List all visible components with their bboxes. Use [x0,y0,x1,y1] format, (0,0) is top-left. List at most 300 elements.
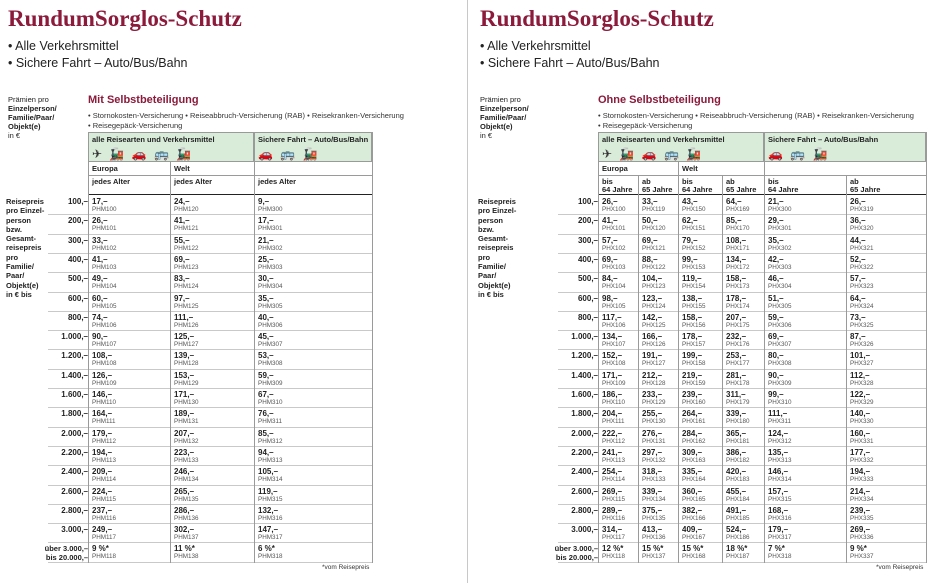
premium-value: 45,– [258,332,274,342]
premium-value: 311,– [726,390,746,399]
premium-value: 309,– [682,447,703,457]
insurance-line: • Reisegepäck-Versicherung [598,120,693,130]
feature-item: • Sichere Fahrt – Auto/Bus/Bahn [480,56,660,70]
tariff-code: PHX161 [682,418,706,426]
row-separator [558,388,926,389]
over-line: über 3.000,– [554,544,598,554]
premium-value: 17,– [92,197,108,206]
tariff-code: PHX337 [850,553,874,561]
tariff-code: PHM121 [174,225,199,233]
row-label-line: Paar/ [6,271,25,281]
premium-value: 134,– [602,332,623,342]
premium-value: 85,– [726,216,742,226]
tariff-code: PHM123 [174,263,199,271]
tariff-code: PHM307 [258,341,283,349]
tariff-code: PHX150 [682,206,706,213]
tariff-code: PHX325 [850,321,874,329]
premium-value: 57,– [850,274,866,284]
row-label-line: pro Einzel- [478,206,517,216]
tariff-code: PHM110 [92,399,117,406]
premium-value: 101,– [850,351,871,361]
row-separator [48,292,372,293]
tariff-code: PHM303 [258,263,283,271]
premium-value: 158,– [682,312,703,322]
premium-value: 339,– [726,409,747,419]
premium-value: 17,– [258,216,274,226]
tariff-code: PHX103 [602,263,626,271]
premium-value: 314,– [602,525,623,535]
premium-value: 281,– [726,370,747,380]
tariff-code: PHX135 [642,514,666,522]
premium-value: 35,– [768,235,784,245]
price-limit: 800,– [577,312,598,322]
group-label: Sichere Fahrt – Auto/Bus/Bahn [768,135,879,144]
premium-value: 375,– [642,505,663,515]
tariff-code: PHM127 [174,341,199,349]
premium-value: 90,– [768,370,784,380]
tariff-code: PHX323 [850,283,874,291]
tariff-code: PHM312 [258,437,283,445]
tariff-code: PHX107 [602,341,626,349]
over-line: über 3.000,– [44,544,88,554]
premium-value: 297,– [642,447,663,457]
row-label [6,197,48,299]
price-limit: 3.000,– [61,525,88,535]
price-limit: 1.800,– [61,409,88,419]
tariff-code: PHX112 [602,437,625,445]
premium-value: 199,– [682,351,703,361]
row-separator [558,369,926,370]
premium-value: 232,– [726,332,747,342]
tariff-code: PHX129 [642,399,666,406]
age-header [598,176,638,195]
premium-value: 111,– [174,312,194,322]
premium-value: 219,– [682,370,703,380]
price-limit: 400,– [67,254,88,264]
age-line: bis [602,177,613,186]
tariff-code: PHX113 [602,456,625,464]
premium-value: 166,– [642,332,663,342]
premium-value: 189,– [174,409,195,419]
row-label-line: in € bis [478,289,504,299]
tariff-code: PHM103 [92,263,117,271]
age-line: bis [682,177,693,186]
tariff-code: PHM133 [174,456,199,464]
tariff-code: PHX331 [850,437,874,445]
price-limit: 1.200,– [571,351,598,361]
tariff-code: PHM115 [92,495,117,503]
group-header-all-transport [598,132,764,162]
premium-value: 53,– [258,351,274,361]
tariff-code: PHX186 [726,534,750,542]
price-limit: 1.200,– [61,351,88,361]
premium-value: 9 %* [850,544,867,554]
tariff-code: PHX109 [602,379,626,387]
tariff-code: PHX329 [850,399,874,406]
tariff-code: PHX335 [850,514,874,522]
premium-value: 52,– [850,254,866,264]
premium-value: 276,– [642,428,663,438]
tariff-code: PHM305 [258,302,283,310]
tariff-code: PHM106 [92,321,117,329]
premium-value: 284,– [682,428,703,438]
premium-value: 11 %* [174,544,195,554]
premium-value: 42,– [768,254,784,264]
tariff-code: PHX311 [768,418,791,426]
premium-value: 26,– [602,197,618,206]
transport-icons: 🚗 🚌 🚂 [258,147,320,161]
tariff-code: PHX120 [642,225,666,233]
premium-value: 455,– [726,486,747,496]
tariff-code: PHX164 [682,476,706,484]
tariff-code: PHM113 [92,456,117,464]
price-limit: 600,– [67,293,88,303]
premium-value: 15 %* [682,544,704,554]
price-limit: 2.800,– [61,505,88,515]
row-separator [558,272,926,273]
premium-value: 67,– [258,390,274,399]
row-label-line: pro [6,252,19,262]
premium-value: 57,– [602,235,618,245]
tariff-code: PHX176 [726,341,750,349]
tariff-code: PHX122 [642,263,666,271]
page-title: RundumSorglos-Schutz [8,6,242,31]
premium-value: 171,– [602,370,623,380]
premium-value: 139,– [174,351,195,361]
tariff-code: PHX301 [768,225,792,233]
age-line: ab [850,177,859,186]
tariff-code: PHM128 [174,360,199,368]
row-separator [48,311,372,312]
age-line: ab [642,177,651,186]
tariff-code: PHM117 [92,534,117,542]
row-label-line: in € bis [6,289,32,299]
premium-value: 69,– [602,254,618,264]
premium-value: 25,– [258,254,274,264]
insurance-list [88,111,404,130]
tariff-code: PHX334 [850,495,874,503]
premium-value: 335,– [682,467,703,477]
tariff-code: PHX124 [642,302,666,310]
tariff-code: PHX119 [642,206,665,213]
tariff-code: PHX121 [642,244,666,252]
tariff-code: PHM310 [258,399,283,406]
footnote: *vom Reisepreis [322,564,370,571]
age-header [722,176,764,195]
over-line: bis 20.000,– [555,553,598,563]
price-limit: 800,– [67,312,88,322]
tariff-code: PHX319 [850,206,874,213]
tariff-code: PHX157 [682,341,706,349]
tariff-code: PHX116 [602,514,625,522]
premium-value: 164,– [92,409,113,419]
row-separator [558,292,926,293]
tariff-code: PHM318 [258,553,283,561]
premium-value: 85,– [258,428,274,438]
row-label-line: pro [478,252,491,262]
premium-value: 152,– [602,351,623,361]
premium-value: 254,– [602,467,623,477]
premium-value: 124,– [768,428,789,438]
premium-value: 15 %* [642,544,664,554]
tariff-code: PHX158 [682,360,706,368]
group-header-safe-travel [764,132,926,162]
premium-value: 146,– [92,390,113,399]
variant-title: Mit Selbstbeteiligung [88,94,199,106]
tariff-code: PHM101 [92,225,117,233]
price-limit: 600,– [577,293,598,303]
row-label [478,197,520,299]
premium-value: 119,– [682,274,702,284]
price-limit: 2.600,– [571,486,598,496]
tariff-code: PHX179 [726,399,750,406]
tariff-code: PHX133 [642,476,666,484]
tariff-code: PHX155 [682,302,706,310]
feature-item: • Alle Verkehrsmittel [8,39,119,53]
intro-line: Familie/Paar/ [8,113,55,122]
premium-value: 413,– [642,525,663,535]
age-line: 64 Jahre [768,185,799,194]
price-limit: 2.400,– [571,467,598,477]
tariff-code: PHX308 [768,360,792,368]
price-limit-over [28,544,88,562]
premium-value: 69,– [174,254,190,264]
premium-value: 179,– [92,428,113,438]
tariff-code: PHM120 [174,206,199,213]
tariff-code: PHX134 [642,495,666,503]
premium-value: 269,– [850,525,871,535]
premium-value: 132,– [258,505,279,515]
tariff-code: PHM306 [258,321,283,329]
premium-value: 171,– [174,390,195,399]
tariff-code: PHM108 [92,360,117,368]
premium-intro [8,95,88,140]
tariff-code: PHX321 [850,244,874,252]
premium-value: 76,– [258,409,274,419]
page-divider [467,0,468,583]
tariff-code: PHX132 [642,456,666,464]
premium-value: 33,– [642,197,658,206]
row-label-line: reisepreis [478,243,514,253]
price-limit: 1.400,– [61,370,88,380]
row-separator [48,465,372,466]
row-label-line: Objekt(e) [478,280,511,290]
price-limit: 2.600,– [61,486,88,496]
tariff-code: PHX315 [768,495,792,503]
row-separator [48,214,372,215]
transport-icons: ✈ 🚂 🚗 🚌 🚂 [92,147,194,161]
insurance-list [598,111,914,130]
premium-value: 147,– [258,525,279,535]
age-line: 65 Jahre [850,185,881,194]
tariff-code: PHM125 [174,302,199,310]
row-separator [48,485,372,486]
row-separator [48,407,372,408]
premium-value: 94,– [258,447,274,457]
tariff-code: PHX336 [850,534,874,542]
premium-value: 178,– [726,293,747,303]
row-separator [558,234,926,235]
tariff-code: PHX118 [602,553,625,561]
column-separator [678,176,679,563]
tariff-code: PHX330 [850,418,874,426]
tariff-code: PHX115 [602,495,625,503]
tariff-code: PHX187 [726,553,750,561]
row-label-line: Gesamt- [6,234,37,244]
premium-value: 140,– [850,409,871,419]
premium-value: 249,– [92,525,113,535]
premium-value: 126,– [92,370,113,380]
tariff-code: PHX302 [768,244,792,252]
row-separator [558,523,926,524]
tariff-code: PHM136 [174,514,199,522]
age-header: jedes Alter [170,176,254,195]
row-separator [558,446,926,447]
row-separator [48,523,372,524]
row-label-line: person bzw. [478,215,504,234]
tariff-code: PHX168 [682,553,706,561]
premium-value: 21,– [768,197,784,206]
transport-icons: ✈ 🚂 🚗 🚌 🚂 [602,147,704,161]
tariff-code: PHM104 [92,283,117,291]
tariff-code: PHX320 [850,225,874,233]
column-separator [722,176,723,563]
row-separator [558,214,926,215]
premium-value: 84,– [602,274,618,284]
premium-value: 50,– [642,216,658,226]
tariff-code: PHM308 [258,360,283,368]
tariff-code: PHX317 [768,534,792,542]
tariff-code: PHX152 [682,244,706,252]
tariff-code: PHM301 [258,225,283,233]
premium-value: 255,– [642,409,663,419]
tariff-code: PHX100 [602,206,626,213]
tariff-code: PHM124 [174,283,199,291]
row-label-line: Reisepreis [6,197,44,206]
price-limit: 2.000,– [61,428,88,438]
row-separator [48,272,372,273]
premium-value: 386,– [726,447,747,457]
row-separator [48,388,372,389]
feature-item: • Sichere Fahrt – Auto/Bus/Bahn [8,56,188,70]
tariff-code: PHX156 [682,321,706,329]
intro-line: Prämien pro [480,95,521,104]
premium-value: 74,– [92,312,108,322]
price-limit: 300,– [577,235,598,245]
price-limit: 200,– [577,216,598,226]
tariff-code: PHX166 [682,514,706,522]
tariff-code: PHM116 [92,514,117,522]
tariff-code: PHM302 [258,244,283,252]
tariff-code: PHX106 [602,321,626,329]
price-limit: 400,– [577,254,598,264]
premium-value: 191,– [642,351,663,361]
region-header [254,162,372,176]
price-limit: 2.400,– [61,467,88,477]
premium-value: 55,– [174,235,190,245]
age-line: ab [726,177,735,186]
premium-value: 146,– [768,467,789,477]
premium-value: 7 %* [768,544,785,554]
premium-value: 44,– [850,235,866,245]
tariff-code: PHM100 [92,206,117,213]
tariff-code: PHX307 [768,341,792,349]
premium-value: 117,– [602,312,622,322]
premium-value: 105,– [258,467,279,477]
column-separator [170,176,171,563]
premium-value: 29,– [768,216,784,226]
age-line: 64 Jahre [682,185,713,194]
tariff-code: PHM317 [258,534,283,542]
tariff-code: PHX136 [642,534,666,542]
tariff-code: PHM102 [92,244,117,252]
tariff-code: PHX117 [602,534,625,542]
column-separator [254,176,255,563]
premium-value: 177,– [850,447,871,457]
row-separator [558,311,926,312]
tariff-code: PHM111 [92,418,116,426]
tariff-code: PHX167 [682,534,706,542]
group-header-safe-travel [254,132,372,162]
tariff-code: PHX111 [602,418,625,426]
tariff-code: PHX108 [602,360,626,368]
row-separator [558,349,926,350]
premium-value: 135,– [768,447,789,457]
premium-value: 233,– [642,390,663,399]
premium-value: 21,– [258,235,274,245]
row-label-line: pro Einzel- [6,206,45,216]
premium-value: 24,– [174,197,190,206]
feature-list [480,38,659,72]
row-label-line: person bzw. [6,215,32,234]
tariff-code: PHX162 [682,437,706,445]
row-label-line: Familie/ [478,262,506,272]
tariff-code: PHM138 [174,553,199,561]
row-separator [558,504,926,505]
tariff-code: PHX160 [682,399,706,406]
premium-value: 6 %* [258,544,275,554]
tariff-code: PHM315 [258,495,283,503]
row-label-line: Paar/ [478,271,497,281]
price-limit: 2.200,– [571,447,598,457]
tariff-code: PHX127 [642,360,666,368]
age-header [638,176,678,195]
footnote: *vom Reisepreis [876,564,924,571]
tariff-code: PHX313 [768,456,792,464]
tariff-code: PHX303 [768,263,792,271]
tariff-code: PHM107 [92,341,117,349]
premium-value: 97,– [174,293,190,303]
premium-value: 59,– [768,312,784,322]
tariff-code: PHX300 [768,206,792,213]
premium-value: 409,– [682,525,703,535]
row-label-line: reisepreis [6,243,42,253]
tariff-panel-without-deductible [472,0,940,583]
column-separator [764,176,765,563]
column-separator [88,176,89,563]
premium-value: 222,– [602,428,623,438]
premium-value: 265,– [174,486,195,496]
region-header: Welt [170,162,254,176]
premium-value: 90,– [92,332,108,342]
row-separator [48,234,372,235]
age-header [846,176,926,195]
premium-value: 69,– [768,332,784,342]
tariff-code: PHX322 [850,263,874,271]
price-limit: 300,– [67,235,88,245]
feature-item: • Alle Verkehrsmittel [480,39,591,53]
price-limit: 1.800,– [571,409,598,419]
